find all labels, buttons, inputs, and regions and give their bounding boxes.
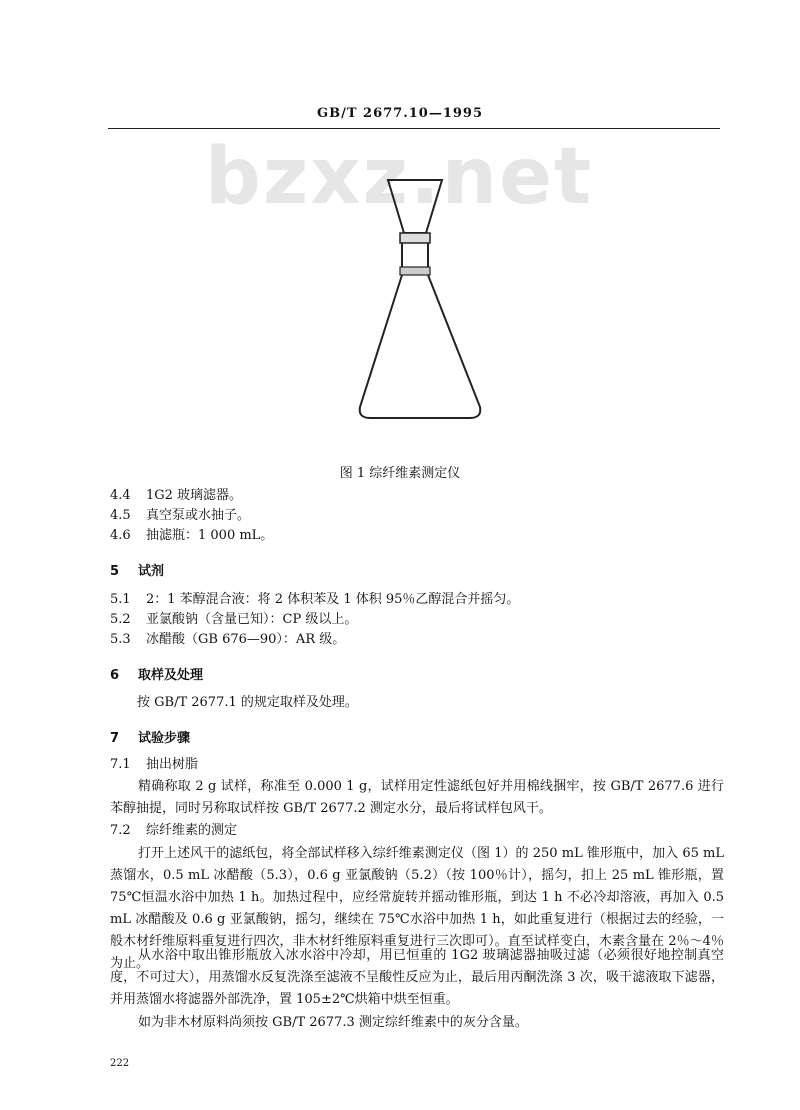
item-number: 4.6 [110,528,131,543]
list-item [110,488,242,504]
paragraph: 按 GB/T 2677.1 的规定取样及处理。 [137,695,358,710]
item-number: 4.5 [110,508,131,523]
page-number: 222 [110,1058,130,1069]
section-number: 5 [110,564,120,579]
header-rule [108,128,720,129]
list-item [110,528,273,544]
section-title: 取样及处理 [138,668,204,683]
subsection-number: 7.1 [110,757,131,772]
figure-caption: 图 1 综纤维素测定仪 [339,466,461,481]
list-item [110,632,345,648]
paragraph: 精确称取 2 g 试样，称准至 0.000 1 g，试样用定性滤纸包好并用棉线捆牢，按 GB/T 2677.6 进行苯醇抽提，同时另称取试样按 GB/T 2677.2 测定水分，最后将试样包风干。 [110,779,724,816]
list-item [110,592,519,608]
subsection-number: 7.2 [110,823,131,838]
watermark: bzxz.net [205,132,594,222]
item-text: 2：1 苯醇混合液：将 2 体积苯及 1 体积 95％乙醇混合并摇匀。 [146,592,520,607]
item-text: 1G2 玻璃滤器。 [146,488,243,503]
subsection-heading [110,757,198,773]
section-title: 试剂 [138,564,165,579]
item-number: 5.3 [110,632,131,647]
section-number: 6 [110,668,120,683]
subsection-heading [110,823,237,839]
item-text: 真空泵或水抽子。 [146,508,251,523]
section-number: 7 [110,731,120,746]
subsection-title: 抽出树脂 [146,757,199,772]
item-number: 5.1 [110,592,131,607]
item-number: 4.4 [110,488,131,503]
subsection-title: 综纤维素的测定 [146,823,238,838]
paragraph: 打开上述风干的滤纸包，将全部试样移入综纤维素测定仪（图 1）的 250 mL 锥形瓶中，加入 65 mL 蒸馏水，0.5 mL 冰醋酸（5.3），0.6 g 亚氯酸钠（5.2）（按 100％计），摇匀，扣上 25 mL 锥形瓶，置 75℃恒温水浴中加热 1 h。加热过程中，应经常旋转并摇动锥形瓶，到达 1 h 不必冷却溶液，再加入 0.5 mL 冰醋酸及 0.6 g 亚氯酸钠，摇匀，继续在 75℃水浴中加热 1 h，如此重复进行（根据过去的经验，一般木材纤维原料重复进行四次，非木材纤维原料重复进行三次即可）。直至试样变白，木素含量在 2％～4％为止。 [110,846,724,971]
paragraph: 如为非木材原料尚须按 GB/T 2677.3 测定综纤维素中的灰分含量。 [138,1015,528,1030]
item-text: 抽滤瓶：1 000 mL。 [146,528,274,543]
item-text: 冰醋酸（GB 676—90）：AR 级。 [146,632,346,647]
paragraph: 从水浴中取出锥形瓶放入冰水浴中冷却，用已恒重的 1G2 玻璃滤器抽吸过滤（必须很好地控制真空度，不可过大），用蒸馏水反复洗涤至滤液不呈酸性反应为止，最后用丙酮洗涤 3 次，吸干滤液取下滤器，并用蒸馏水将滤器外部洗净，置 105±2℃烘箱中烘至恒重。 [110,948,724,1007]
section-heading-7 [110,727,190,746]
section-heading-5 [110,560,164,579]
section-heading-6 [110,664,203,683]
item-number: 5.2 [110,612,131,627]
section-title: 试验步骤 [138,731,191,746]
list-item [110,508,250,524]
list-item [110,612,357,628]
item-text: 亚氯酸钠（含量已知）：CP 级以上。 [146,612,358,627]
flask-figure [340,175,500,435]
page-header: GB/T 2677.10—1995 [316,106,484,121]
